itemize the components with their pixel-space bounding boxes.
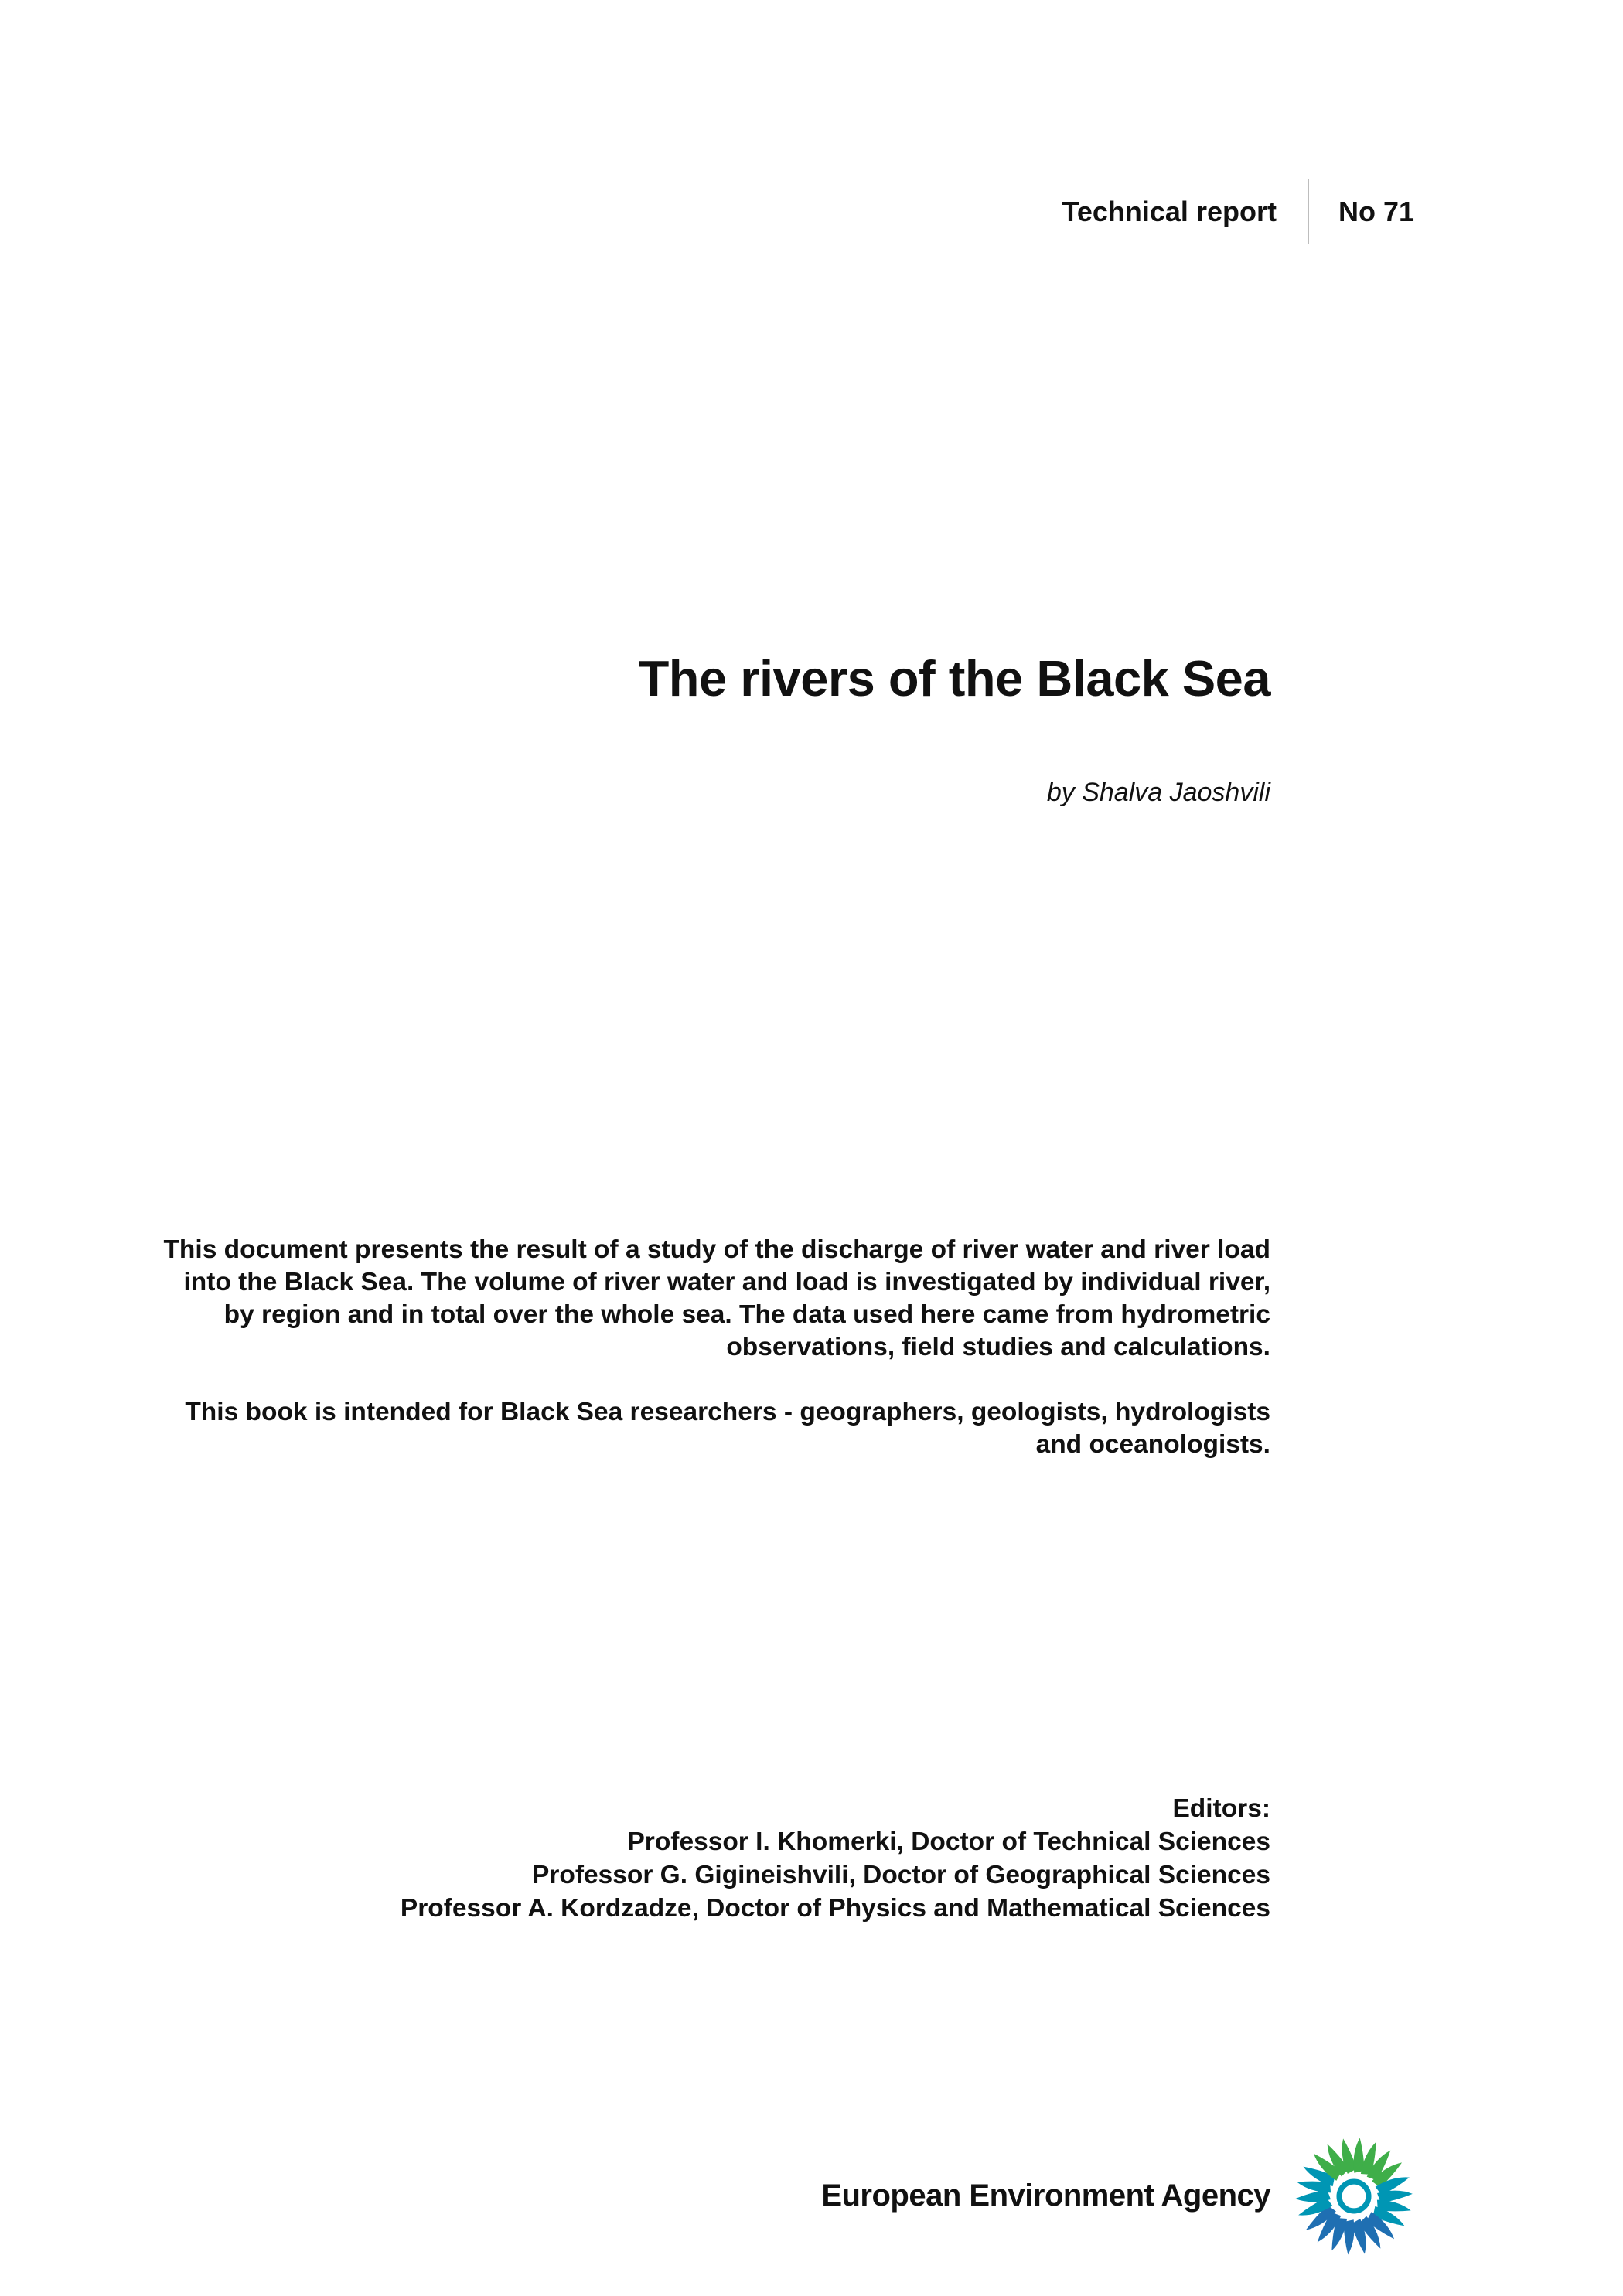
logo-center-ring bbox=[1339, 2182, 1369, 2211]
editor-entry: Professor I. Khomerki, Doctor of Technical Sciences bbox=[627, 1828, 1270, 1856]
editor-entry: Professor G. Gigineishvili, Doctor of Geographical Sciences bbox=[531, 1861, 1270, 1889]
page-title: The rivers of the Black Sea bbox=[638, 650, 1270, 707]
report-header bbox=[1062, 179, 1414, 244]
agency-name: European Environment Agency bbox=[821, 2178, 1270, 2213]
report-number: No 71 bbox=[1338, 196, 1414, 227]
editors-block bbox=[401, 1792, 1270, 1925]
author-byline: by Shalva Jaoshvili bbox=[1046, 778, 1270, 807]
editors-heading: Editors: bbox=[1172, 1794, 1270, 1823]
abstract bbox=[157, 1234, 1270, 1461]
report-series-label: Technical report bbox=[1062, 196, 1277, 227]
audience-paragraph: This book is intended for Black Sea researchers - geographers, geologists, hydrologists and oceanologists. bbox=[185, 1398, 1270, 1459]
eea-starburst-logo-icon bbox=[1293, 2135, 1415, 2257]
abstract-paragraph: This document presents the result of a study of the discharge of river water and river load into the Black Sea. The volume of river water and load is investigated by individual river, by region and in total over the whole sea. The data used here came from hydrometric observations, field studies and calculations. bbox=[163, 1235, 1270, 1361]
editor-entry: Professor A. Kordzadze, Doctor of Physics and Mathematical Sciences bbox=[400, 1894, 1270, 1923]
